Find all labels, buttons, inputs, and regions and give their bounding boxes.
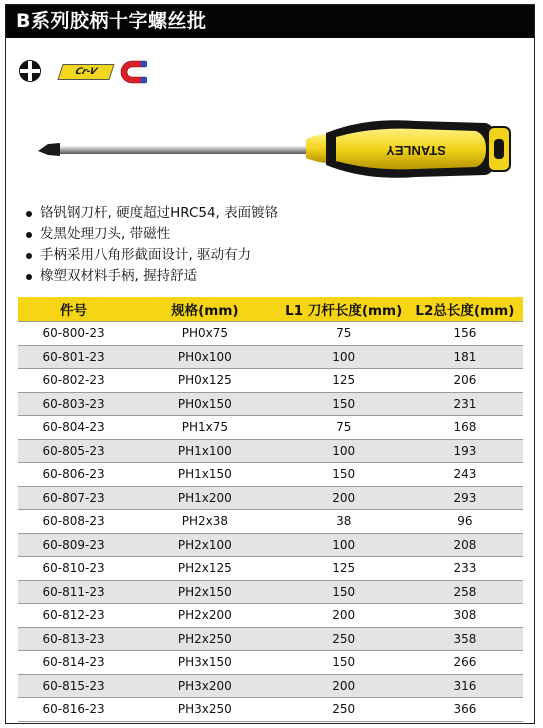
table-cell: 266 <box>407 651 523 675</box>
header-shaft-length: L1 刀杆长度(mm) <box>281 297 407 322</box>
table-cell: 233 <box>407 557 523 581</box>
table-cell: 181 <box>407 345 523 369</box>
table-cell: 231 <box>407 392 523 416</box>
table-cell: 60-806-23 <box>18 463 129 487</box>
table-cell: 208 <box>407 533 523 557</box>
table-cell: 168 <box>407 416 523 440</box>
table-cell: 60-811-23 <box>18 580 129 604</box>
table-cell: 243 <box>407 463 523 487</box>
list-item: 手柄采用八角形截面设计, 驱动有力 <box>24 245 278 266</box>
table-cell: 100 <box>281 533 407 557</box>
table-cell: 96 <box>407 510 523 534</box>
table-cell: 150 <box>281 651 407 675</box>
table-cell: 258 <box>407 580 523 604</box>
table-cell: 150 <box>281 463 407 487</box>
table-cell: 125 <box>281 369 407 393</box>
table-cell: 60-812-23 <box>18 604 129 628</box>
table-cell: 125 <box>281 557 407 581</box>
header-part-number: 件号 <box>18 297 129 322</box>
table-cell: 60-803-23 <box>18 392 129 416</box>
screwdriver-image <box>36 113 516 183</box>
feature-list <box>24 203 278 287</box>
table-cell: PH0x150 <box>129 392 281 416</box>
magnet-icon <box>118 55 152 89</box>
table-row <box>18 627 523 651</box>
table-cell: 75 <box>281 416 407 440</box>
brand-logo-text: STANLEY <box>386 143 446 158</box>
table-cell: PH3x150 <box>129 651 281 675</box>
table-cell: 100 <box>281 345 407 369</box>
table-cell: 60-809-23 <box>18 533 129 557</box>
table-row <box>18 674 523 698</box>
table-cell: PH1x75 <box>129 416 281 440</box>
table-row <box>18 416 523 440</box>
table-cell: PH0x75 <box>129 322 281 346</box>
table-cell: 100 <box>281 439 407 463</box>
table-cell: 60-813-23 <box>18 627 129 651</box>
table-row <box>18 345 523 369</box>
table-cell: 156 <box>407 322 523 346</box>
table-cell: PH1x150 <box>129 463 281 487</box>
table-cell: 200 <box>281 674 407 698</box>
table-cell: 250 <box>281 698 407 722</box>
table-cell: 250 <box>281 627 407 651</box>
table-cell: 293 <box>407 486 523 510</box>
header-total-length: L2总长度(mm) <box>407 297 523 322</box>
table-cell: PH2x100 <box>129 533 281 557</box>
table-cell: 60-808-23 <box>18 510 129 534</box>
table-cell: PH3x200 <box>129 674 281 698</box>
table-cell: 200 <box>281 604 407 628</box>
table-cell: PH2x150 <box>129 580 281 604</box>
spec-table <box>18 297 523 722</box>
table-cell: PH0x125 <box>129 369 281 393</box>
phillips-tip-icon <box>18 59 42 83</box>
table-cell: 60-805-23 <box>18 439 129 463</box>
table-cell: PH0x100 <box>129 345 281 369</box>
table-cell: 60-801-23 <box>18 345 129 369</box>
table-cell: 150 <box>281 580 407 604</box>
table-cell: PH2x125 <box>129 557 281 581</box>
table-cell: 200 <box>281 486 407 510</box>
table-cell: PH1x200 <box>129 486 281 510</box>
table-header-row <box>18 297 523 322</box>
table-body <box>18 322 523 722</box>
table-cell: 193 <box>407 439 523 463</box>
table-cell: 60-802-23 <box>18 369 129 393</box>
table-row <box>18 322 523 346</box>
table-row <box>18 604 523 628</box>
table-cell: 316 <box>407 674 523 698</box>
table-cell: 60-807-23 <box>18 486 129 510</box>
table-cell: 150 <box>281 392 407 416</box>
table-cell: 206 <box>407 369 523 393</box>
chrome-vanadium-badge: Cr-V <box>57 64 114 80</box>
table-row <box>18 698 523 722</box>
table-row <box>18 533 523 557</box>
table-cell: 75 <box>281 322 407 346</box>
header-spec: 规格(mm) <box>129 297 281 322</box>
table-cell: 60-816-23 <box>18 698 129 722</box>
list-item: 发黑处理刀头, 带磁性 <box>24 224 278 245</box>
table-cell: PH2x250 <box>129 627 281 651</box>
table-cell: 60-814-23 <box>18 651 129 675</box>
table-cell: 60-815-23 <box>18 674 129 698</box>
table-row <box>18 392 523 416</box>
table-row <box>18 463 523 487</box>
table-cell: 358 <box>407 627 523 651</box>
table-row <box>18 557 523 581</box>
table-cell: 308 <box>407 604 523 628</box>
table-cell: PH1x100 <box>129 439 281 463</box>
table-row <box>18 486 523 510</box>
table-cell: PH2x38 <box>129 510 281 534</box>
page-title: B系列胶柄十字螺丝批 <box>6 5 534 38</box>
list-item: 铬钒钢刀杆, 硬度超过HRC54, 表面镀铬 <box>24 203 278 224</box>
table-row <box>18 439 523 463</box>
table-row <box>18 651 523 675</box>
table-row <box>18 580 523 604</box>
table-row <box>18 369 523 393</box>
table-cell: PH3x250 <box>129 698 281 722</box>
table-cell: 60-804-23 <box>18 416 129 440</box>
table-row <box>18 510 523 534</box>
table-cell: 60-810-23 <box>18 557 129 581</box>
list-item: 橡塑双材料手柄, 握持舒适 <box>24 266 278 287</box>
table-cell: PH2x200 <box>129 604 281 628</box>
table-cell: 38 <box>281 510 407 534</box>
table-cell: 366 <box>407 698 523 722</box>
table-cell: 60-800-23 <box>18 322 129 346</box>
